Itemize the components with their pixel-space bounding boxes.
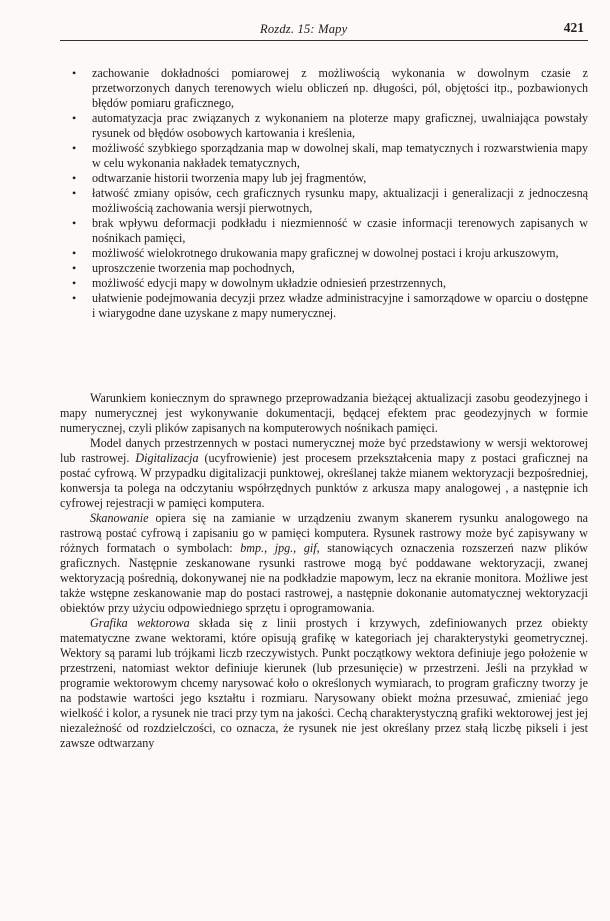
list-item: • możliwość wielokrotnego drukowania mapy graficznej w dowolnej postaci i kroju arkuszowym, <box>72 246 559 260</box>
file-formats: bmp., jpg., gif, <box>240 541 320 555</box>
advantages-list <box>60 66 588 321</box>
bullet-icon: • <box>72 261 77 275</box>
page-number: 421 <box>563 20 584 35</box>
bullet-icon: • <box>72 276 77 290</box>
list-item: • zachowanie dokładności pomiarowej z możliwością wykonania w dowolnym czasie z przetworzonych danych terenowych wielu obliczeń np. długości, pól, objętości itp., pozbawionych błędów pomiaru graficznego, <box>72 66 588 110</box>
list-item: • brak wpływu deformacji podkładu i niezmienność w czasie informacji terenowych zapisanych w nośnikach pamięci, <box>72 216 588 245</box>
list-item: • automatyzacja prac związanych z wykonaniem na ploterze mapy graficznej, uwalniająca powstały rysunek od błędów osobowych kartowania i kreślenia, <box>72 111 588 140</box>
list-item: • uproszczenie tworzenia map pochodnych, <box>72 261 295 275</box>
list-item: • ułatwienie podejmowania decyzji przez władze administracyjne i samorządowe w oparciu o dostępne i wiarygodne dane uzyskane z mapy numerycznej. <box>72 291 588 320</box>
paragraph-vector-graphics: Grafika wektorowa składa się z linii prostych i krzywych, zdefiniowanych przez obiekty matematyczne zwane wektorami, które opisują grafikę w kategoriach jej charakterystyki geometrycznej. Wektory są parami lub trójkami liczb rzeczywistych. Punkt początkowy wektora definiuje jego położenie w przestrzeni, natomiast wektor definiuje kierunek (lub przesunięcie) w przestrzeni. Jeśli na przykład w programie wektorowym chcemy narysować koło o określonych wymiarach, to program graficzny tworzy je na podstawie wartości jego kształtu i rozmiaru. Narysowany obiekt można przesuwać, zmieniać jego wielkość i kolor, a rysunek nie traci przy tym na jakości. Cechą charakterystyczną grafiki wektorowej jest jej niezależność od rozdzielczości, co oznacza, że rysunek nie jest określany przez stałą liczbę pikseli i jest zawsze odtwarzany <box>60 616 588 750</box>
bullet-icon: • <box>72 66 77 80</box>
term-skanowanie: Skanowanie <box>90 511 149 525</box>
body-text <box>60 391 588 751</box>
bullet-icon: • <box>72 246 77 260</box>
bullet-icon: • <box>72 216 77 230</box>
bullet-icon: • <box>72 186 77 200</box>
list-item: • możliwość szybkiego sporządzania map w dowolnej skali, map tematycznych i rozwarstwienia mapy w celu wykonania nakładek tematycznych, <box>72 141 588 170</box>
list-item: • odtwarzanie historii tworzenia mapy lub jej fragmentów, <box>72 171 367 185</box>
list-item: • możliwość edycji mapy w dowolnym układzie odniesień przestrzennych, <box>72 276 446 290</box>
bullet-icon: • <box>72 291 77 305</box>
bullet-icon: • <box>72 141 77 155</box>
list-item: • łatwość zmiany opisów, cech graficznych rysunku mapy, aktualizacji i generalizacji z jednoczesną możliwością zachowania wersji pierwotnych, <box>72 186 588 215</box>
bullet-icon: • <box>72 171 77 185</box>
paragraph-documentation: Warunkiem koniecznym do sprawnego przeprowadzania bieżącej aktualizacji zasobu geodezyjnego i mapy numerycznej jest wykonywanie dokumentacji, będącej efektem prac geodezyjnych w formie numerycznej, czyli plików zapisanych na komputerowych nośnikach pamięci. <box>60 391 588 435</box>
paragraph-scanning: Skanowanie opiera się na zamianie w urządzeniu zwanym skanerem rysunku analogowego na rastrową postać cyfrową i zapisaniu go w pamięci komputera. Rysunek rastrowy może być zapisywany w różnych formatach o symbolach: bmp., jpg., gif, stanowiących oznaczenia rozszerzeń nazw plików graficznych. Następnie zeskanowane rysunki rastrowe mogą być poddawane wektoryzacji, zwanej wektoryzacją pośrednią, dokonywanej nie na podkładzie mapowym, lecz na ekranie monitora. Możliwe jest także wstępne zeskanowanie map do postaci rastrowej, a następnie dokonanie automatycznej wektoryzacji obiektów przy użyciu odpowiedniego sprzętu i oprogramowania. <box>60 511 588 615</box>
running-title: Rozdz. 15: Mapy <box>260 22 348 36</box>
term-grafika-wektorowa: Grafika wektorowa <box>90 616 190 630</box>
term-digitalizacja: Digitalizacja <box>135 451 199 465</box>
paragraph-digitalization: Model danych przestrzennych w postaci numerycznej może być przedstawiony w wersji wektorowej lub rastrowej. Digitalizacja (ucyfrowienie) jest procesem przekształcenia mapy z postaci graficznej na postać cyfrową. W przypadku digitalizacji punktowej, określanej także mianem wektoryzacji bezpośredniej, konwersja ta polega na odczytaniu współrzędnych punktów z arkusza mapy analogowej , a następnie ich cyfrowej rejestracji w pamięci komputera. <box>60 436 588 510</box>
page-header <box>60 18 588 41</box>
bullet-icon: • <box>72 111 77 125</box>
